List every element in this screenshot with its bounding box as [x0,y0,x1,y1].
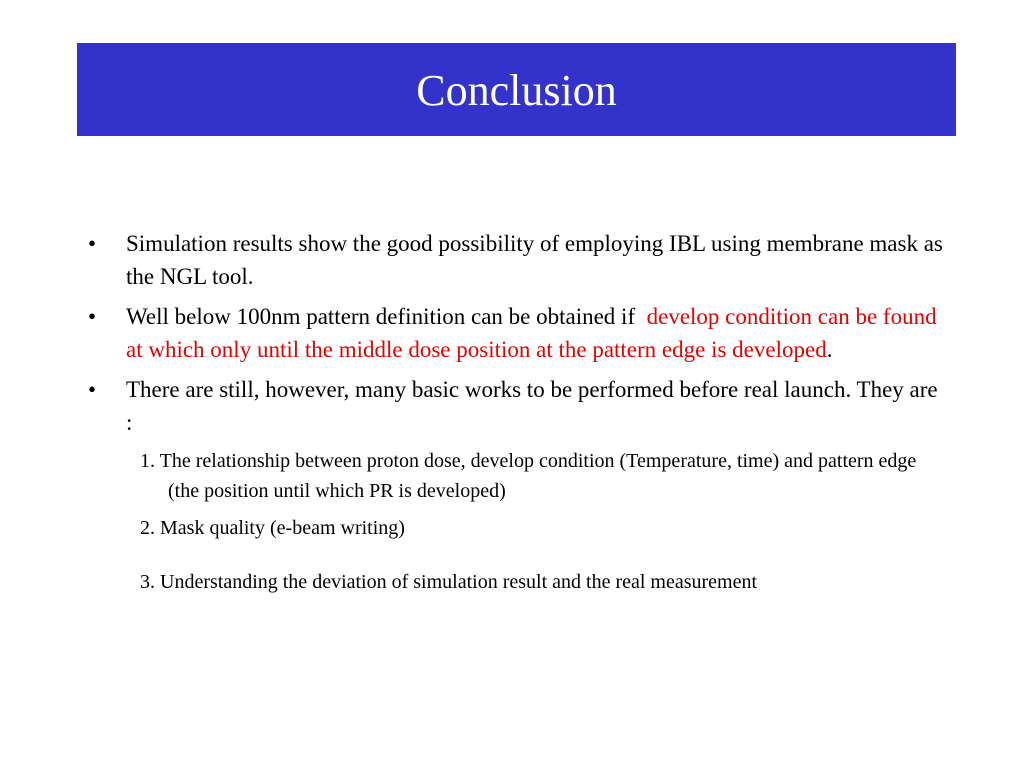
bullet-icon: • [88,231,97,256]
sub-item-3: 3. Understanding the deviation of simulation result and the real measurement [140,571,758,593]
bullet-icon: • [88,304,97,329]
bullet-text-3: There are still, however, many basic works to be performed before real launch. They are : [126,377,938,435]
bullet-item-1 [88,227,948,293]
slide-title: Conclusion [416,65,617,115]
slide-content [88,227,948,597]
bullet-text-1: Simulation results show the good possibility of employing IBL using membrane mask as the NGL tool. [126,231,943,289]
bullet-text-2-start: Well below 100nm pattern definition can be obtained if [126,304,647,329]
bullet-text-2-end: . [826,337,833,362]
bullet-item-2 [88,300,948,366]
title-bar [77,43,956,136]
bullet-icon: • [88,377,97,402]
bullet-item-3 [88,373,948,439]
sub-item-2: 2. Mask quality (e-beam writing) [140,517,405,539]
bullet-text-2-highlight: develop condition can be found at which only until the middle dose position at the pattern edge is developed [126,304,937,362]
sub-item-1: 1. The relationship between proton dose, develop condition (Temperature, time) and pattern edge (the position until which PR is developed) [140,450,917,502]
